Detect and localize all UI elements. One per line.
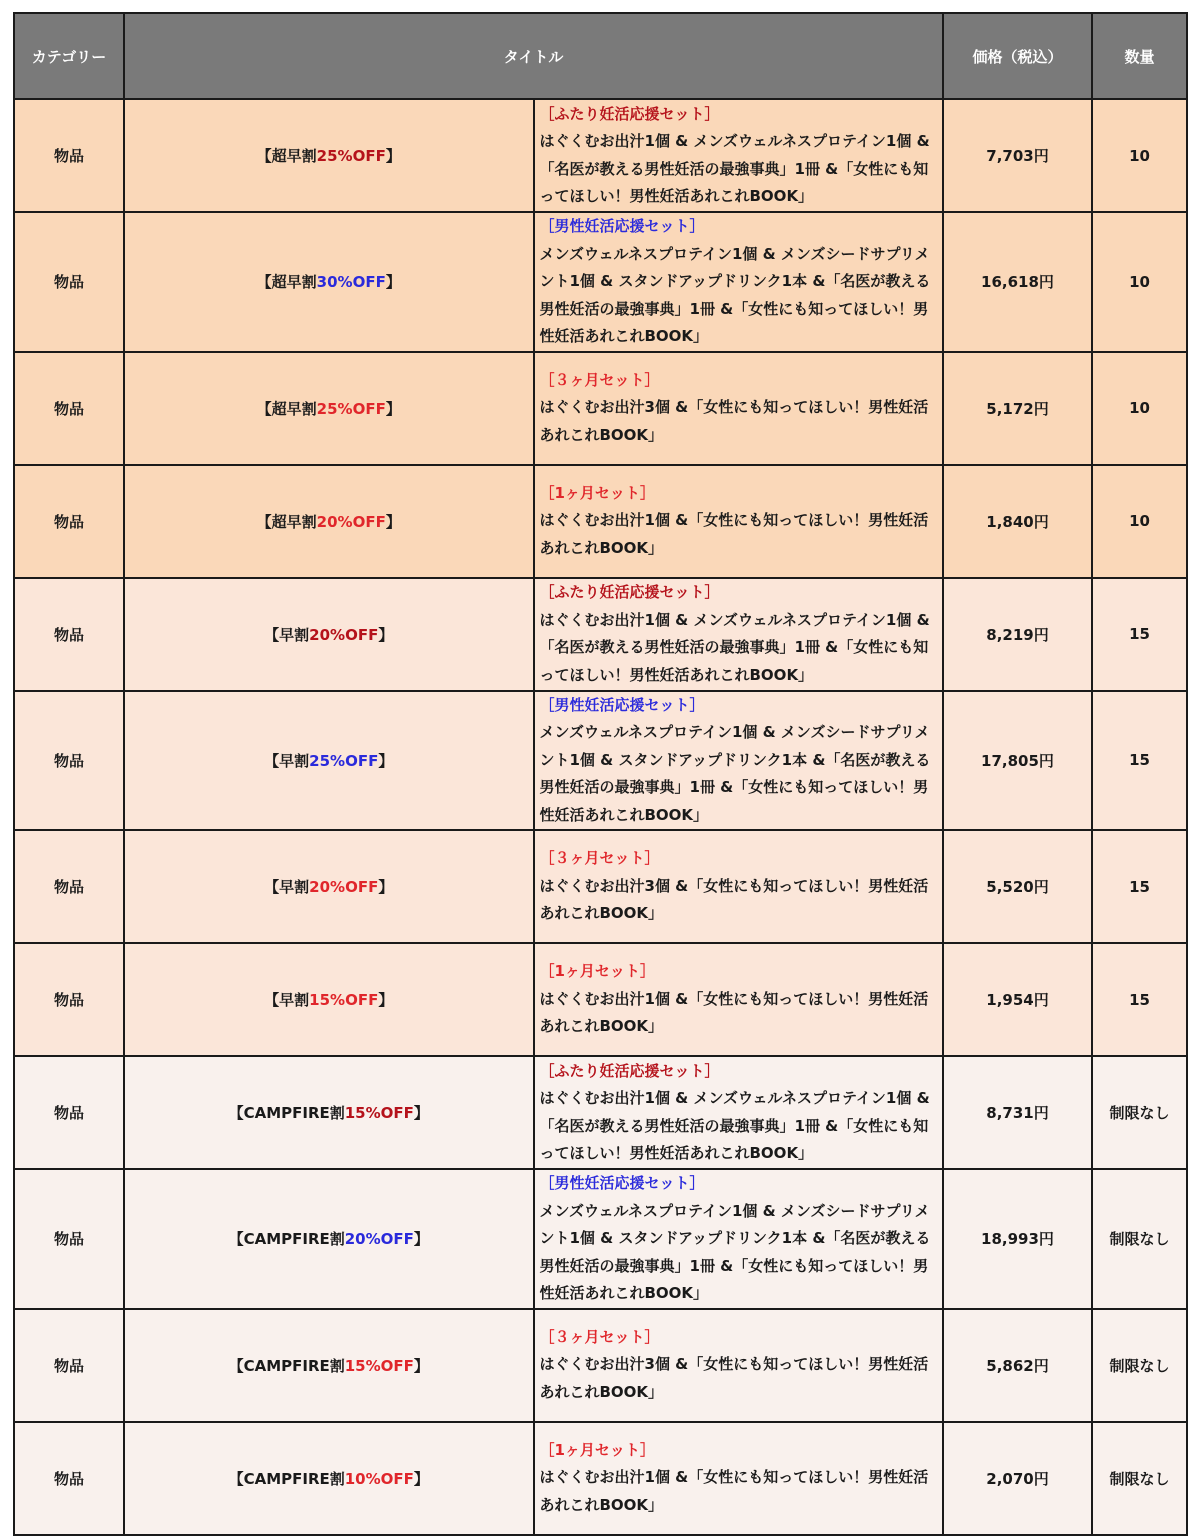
discount-prefix: 【早割: [264, 625, 310, 644]
price-text: 8,219円: [986, 625, 1049, 644]
description-cell: [534, 465, 944, 578]
quantity-cell: [1092, 1422, 1187, 1535]
price-text: 17,805円: [981, 751, 1054, 770]
discount-cell: [124, 465, 534, 578]
quantity-text: 制限なし: [1109, 1104, 1170, 1122]
discount-cell: [124, 1422, 534, 1535]
price-text: 2,070円: [986, 1469, 1049, 1488]
quantity-text: 10: [1129, 146, 1150, 165]
price-cell: [943, 578, 1092, 691]
discount-value: 15%OFF: [309, 991, 379, 1009]
discount-suffix: 】: [378, 878, 394, 896]
discount-value: 30%OFF: [316, 273, 386, 292]
discount-prefix: 【早割: [264, 991, 310, 1009]
description-cell: [534, 212, 944, 352]
table-row: [14, 1169, 1187, 1309]
description-cell: [534, 1422, 944, 1535]
price-cell: [943, 212, 1092, 352]
discount-suffix: 】: [385, 399, 401, 418]
description-cell: [534, 578, 944, 691]
header-title: タイトル: [124, 13, 943, 99]
price-cell: [943, 1169, 1092, 1309]
quantity-text: 10: [1129, 272, 1150, 291]
discount-value: 25%OFF: [309, 751, 379, 770]
table-row: [14, 943, 1187, 1056]
discount-prefix: 【CAMPFIRE割: [228, 1469, 345, 1488]
discount-prefix: 【CAMPFIRE割: [228, 1230, 345, 1249]
description-text: はぐくむお出汁3個 &「女性にも知ってほしい！男性妊活あれこれBOOK」: [539, 1355, 929, 1401]
discount-suffix: 】: [413, 1356, 429, 1375]
header-quantity: 数量: [1092, 13, 1187, 99]
category-cell: [14, 352, 124, 465]
table-row: [14, 830, 1187, 943]
price-cell: [943, 1422, 1092, 1535]
price-cell: [943, 1056, 1092, 1169]
discount-prefix: 【超早割: [256, 399, 317, 418]
category-text: 物品: [53, 399, 84, 418]
set-name: ［３ヶ月セット］: [539, 370, 660, 389]
quantity-text: 15: [1129, 990, 1150, 1009]
price-text: 16,618円: [981, 273, 1054, 292]
description-cell: [534, 691, 944, 831]
discount-prefix: 【早割: [264, 878, 310, 896]
table-header-row: [14, 13, 1187, 99]
description-cell: [534, 99, 944, 212]
description-cell: [534, 352, 944, 465]
category-cell: [14, 578, 124, 691]
discount-suffix: 】: [378, 625, 394, 644]
description-text: はぐくむお出汁3個 &「女性にも知ってほしい！男性妊活あれこれBOOK」: [539, 876, 929, 923]
table-row: [14, 99, 1187, 212]
quantity-text: 制限なし: [1109, 1469, 1170, 1488]
reward-table: [13, 12, 1188, 1536]
description-cell: [534, 1309, 944, 1422]
set-name: ［1ヶ月セット］: [539, 962, 655, 981]
category-cell: [14, 691, 124, 831]
discount-value: 15%OFF: [344, 1104, 414, 1122]
price-cell: [943, 99, 1092, 212]
quantity-text: 15: [1129, 877, 1150, 896]
price-cell: [943, 465, 1092, 578]
discount-value: 20%OFF: [344, 1230, 414, 1249]
price-text: 5,172円: [986, 399, 1049, 418]
discount-value: 20%OFF: [309, 878, 379, 896]
category-text: 物品: [53, 625, 84, 644]
category-text: 物品: [53, 273, 84, 292]
description-text: はぐくむお出汁1個 &「女性にも知ってほしい！男性妊活あれこれBOOK」: [539, 989, 929, 1036]
table-row: [14, 1056, 1187, 1169]
discount-suffix: 】: [378, 991, 394, 1009]
description-text: はぐくむお出汁1個 & メンズウェルネスプロテイン1個 & 「名医が教える男性妊活の最強事典」1冊 &「女性にも知ってほしい！男性妊活あれこれBOOK」: [539, 132, 930, 205]
table-row: [14, 1422, 1187, 1535]
quantity-text: 15: [1129, 751, 1150, 770]
category-cell: [14, 1309, 124, 1422]
discount-suffix: 】: [385, 512, 401, 531]
description-cell: [534, 1169, 944, 1309]
header-category: カテゴリー: [14, 13, 124, 99]
set-name: ［３ヶ月セット］: [539, 1327, 660, 1346]
quantity-cell: [1092, 465, 1187, 578]
discount-cell: [124, 1169, 534, 1309]
price-cell: [943, 352, 1092, 465]
discount-cell: [124, 830, 534, 943]
discount-prefix: 【早割: [264, 751, 310, 770]
category-text: 物品: [53, 1469, 84, 1488]
category-cell: [14, 830, 124, 943]
discount-suffix: 】: [413, 1104, 429, 1122]
description-text: はぐくむお出汁1個 & メンズウェルネスプロテイン1個 & 「名医が教える男性妊活の最強事典」1冊 &「女性にも知ってほしい！男性妊活あれこれBOOK」: [539, 610, 930, 684]
quantity-cell: [1092, 830, 1187, 943]
description-cell: [534, 1056, 944, 1169]
category-text: 物品: [53, 1356, 84, 1375]
category-cell: [14, 943, 124, 1056]
description-text: はぐくむお出汁3個 &「女性にも知ってほしい！男性妊活あれこれBOOK」: [539, 398, 929, 444]
price-cell: [943, 1309, 1092, 1422]
discount-value: 25%OFF: [316, 147, 386, 165]
set-name: ［男性妊活応援セット］: [539, 1174, 705, 1192]
price-text: 1,954円: [986, 991, 1049, 1009]
quantity-cell: [1092, 352, 1187, 465]
quantity-cell: [1092, 1056, 1187, 1169]
discount-cell: [124, 691, 534, 831]
discount-value: 15%OFF: [344, 1356, 414, 1375]
description-text: メンズウェルネスプロテイン1個 & メンズシードサプリメント1個 & スタンドアップドリンク1本 &「名医が教える男性妊活の最強事典」1冊 &「女性にも知ってほしい！男性妊活あれこれBOOK」: [539, 723, 931, 824]
discount-value: 20%OFF: [309, 625, 379, 644]
price-text: 1,840円: [986, 512, 1049, 531]
category-text: 物品: [53, 512, 84, 531]
discount-value: 25%OFF: [316, 399, 386, 418]
set-name: ［ふたり妊活応援セット］: [539, 1061, 720, 1080]
table-row: [14, 691, 1187, 831]
discount-suffix: 】: [385, 147, 401, 165]
discount-prefix: 【超早割: [256, 147, 317, 165]
description-text: はぐくむお出汁1個 & メンズウェルネスプロテイン1個 & 「名医が教える男性妊活の最強事典」1冊 &「女性にも知ってほしい！男性妊活あれこれBOOK」: [539, 1089, 930, 1162]
discount-cell: [124, 578, 534, 691]
quantity-cell: [1092, 1309, 1187, 1422]
category-text: 物品: [53, 991, 84, 1009]
price-text: 5,520円: [986, 878, 1049, 896]
category-cell: [14, 212, 124, 352]
discount-cell: [124, 99, 534, 212]
discount-cell: [124, 1056, 534, 1169]
discount-prefix: 【CAMPFIRE割: [228, 1356, 345, 1375]
category-cell: [14, 1422, 124, 1535]
table-row: [14, 578, 1187, 691]
discount-suffix: 】: [413, 1469, 429, 1488]
table-row: [14, 352, 1187, 465]
category-text: 物品: [53, 1230, 84, 1249]
description-text: はぐくむお出汁1個 &「女性にも知ってほしい！男性妊活あれこれBOOK」: [539, 511, 929, 557]
price-cell: [943, 830, 1092, 943]
discount-value: 20%OFF: [316, 512, 386, 531]
table-row: [14, 212, 1187, 352]
quantity-cell: [1092, 212, 1187, 352]
description-text: メンズウェルネスプロテイン1個 & メンズシードサプリメント1個 & スタンドアップドリンク1本 &「名医が教える男性妊活の最強事典」1冊 &「女性にも知ってほしい！男性妊活あれこれBOOK」: [539, 1201, 931, 1302]
set-name: ［1ヶ月セット］: [539, 483, 655, 502]
quantity-cell: [1092, 1169, 1187, 1309]
discount-suffix: 】: [413, 1230, 429, 1249]
price-text: 5,862円: [986, 1356, 1049, 1375]
quantity-cell: [1092, 99, 1187, 212]
category-text: 物品: [53, 751, 84, 770]
price-cell: [943, 943, 1092, 1056]
set-name: ［男性妊活応援セット］: [539, 217, 705, 235]
quantity-text: 10: [1129, 512, 1150, 530]
set-name: ［３ヶ月セット］: [539, 849, 660, 868]
category-cell: [14, 1169, 124, 1309]
description-cell: [534, 943, 944, 1056]
discount-suffix: 】: [378, 751, 394, 770]
discount-prefix: 【超早割: [256, 512, 317, 531]
quantity-cell: [1092, 691, 1187, 831]
table-row: [14, 465, 1187, 578]
category-cell: [14, 465, 124, 578]
quantity-text: 15: [1129, 625, 1150, 643]
price-text: 7,703円: [986, 147, 1049, 165]
discount-prefix: 【CAMPFIRE割: [228, 1104, 345, 1122]
category-cell: [14, 1056, 124, 1169]
table-row: [14, 1309, 1187, 1422]
set-name: ［男性妊活応援セット］: [539, 695, 705, 714]
set-name: ［1ヶ月セット］: [539, 1440, 655, 1459]
category-text: 物品: [53, 1104, 84, 1122]
description-cell: [534, 830, 944, 943]
set-name: ［ふたり妊活応援セット］: [539, 583, 720, 601]
discount-suffix: 】: [385, 273, 401, 292]
set-name: ［ふたり妊活応援セット］: [539, 104, 720, 123]
category-text: 物品: [53, 147, 84, 165]
discount-cell: [124, 212, 534, 352]
quantity-text: 制限なし: [1109, 1230, 1170, 1249]
discount-prefix: 【超早割: [256, 273, 317, 292]
discount-cell: [124, 943, 534, 1056]
price-cell: [943, 691, 1092, 831]
price-text: 18,993円: [981, 1230, 1054, 1249]
table-body: [14, 99, 1187, 1535]
description-text: はぐくむお出汁1個 &「女性にも知ってほしい！男性妊活あれこれBOOK」: [539, 1468, 929, 1514]
header-price: 価格（税込）: [943, 13, 1092, 99]
category-text: 物品: [53, 878, 84, 896]
discount-cell: [124, 1309, 534, 1422]
discount-value: 10%OFF: [344, 1469, 414, 1488]
price-text: 8,731円: [986, 1104, 1049, 1122]
description-text: メンズウェルネスプロテイン1個 & メンズシードサプリメント1個 & スタンドアップドリンク1本 &「名医が教える男性妊活の最強事典」1冊 &「女性にも知ってほしい！男性妊活あれこれBOOK」: [539, 244, 931, 345]
category-cell: [14, 99, 124, 212]
quantity-text: 10: [1129, 399, 1150, 417]
quantity-cell: [1092, 578, 1187, 691]
discount-cell: [124, 352, 534, 465]
quantity-cell: [1092, 943, 1187, 1056]
quantity-text: 制限なし: [1109, 1356, 1170, 1375]
